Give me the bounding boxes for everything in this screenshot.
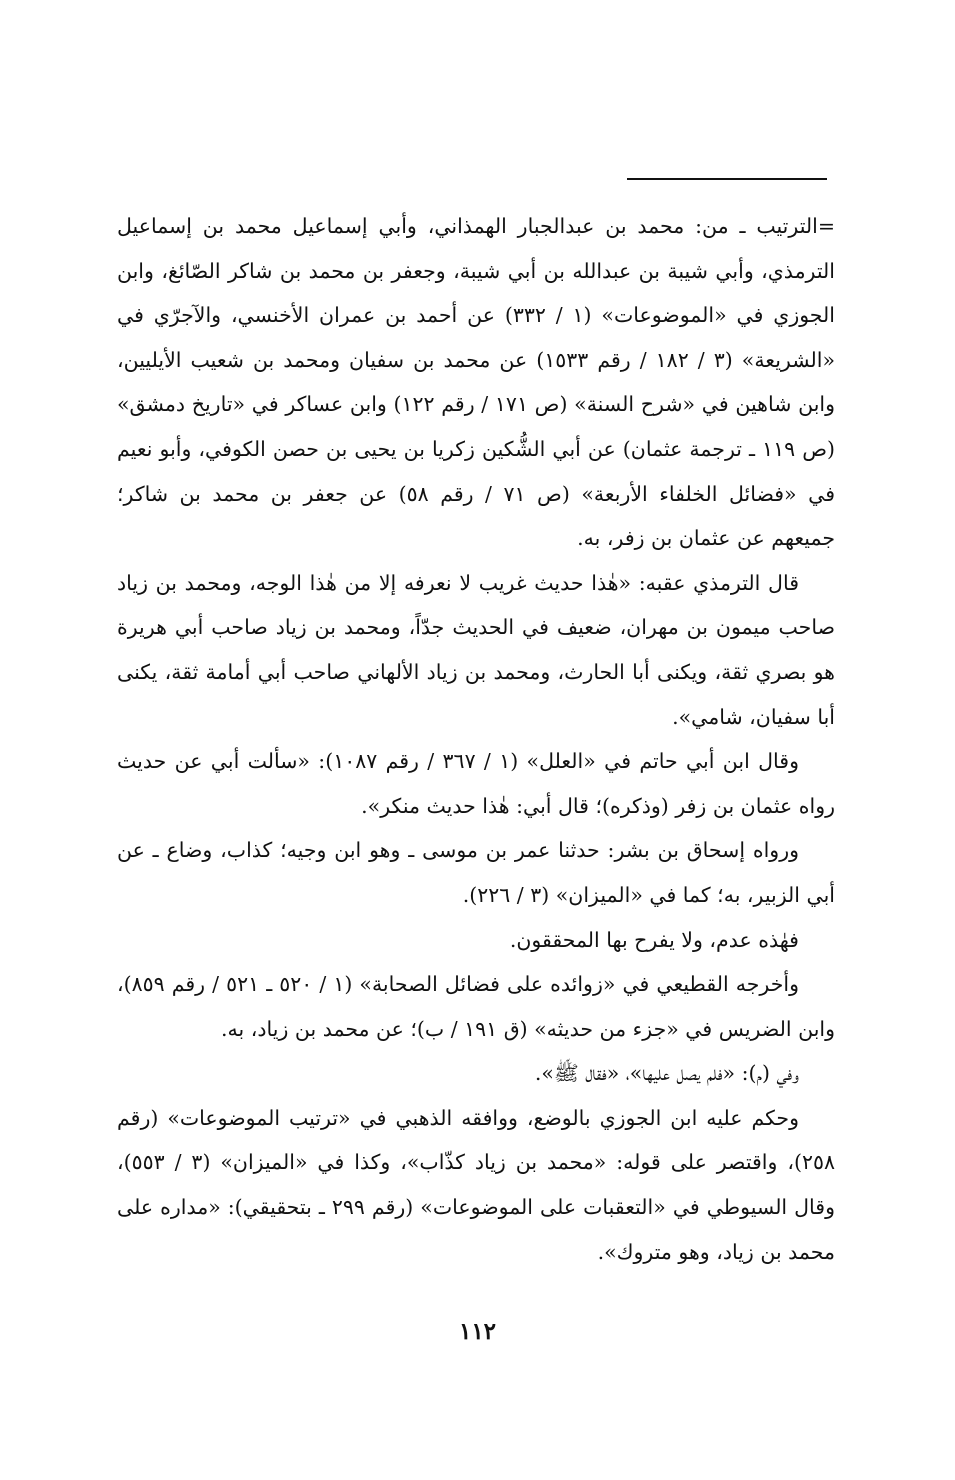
footnote-paragraph-continuation: =الترتيب ـ من: محمد بن عبدالجبار الهمذاني، وأبي إسماعيل محمد بن إسماعيل الترمذي، وأبي شيبة بن عبدالله بن أبي شيبة، وجعفر بن محمد بن شاكر الصّائغ، وابن الجوزي في «الموضوعات» (١ / ٣٣٢) عن أحمد بن عمران الأخنسي، والآجرّي في «الشريعة» (٣ / ١٨٢ / رقم ١٥٣٣) عن محمد بن سفيان ومحمد بن شعيب الأيليين، وابن شاهين في «شرح السنة» (ص ١٧١ / رقم ١٢٢) وابن عساكر في «تاريخ دمشق» (ص ١١٩ ـ ترجمة عثمان) عن أبي الشُّكين زكريا بن يحيى بن حصن الكوفي، وأبو نعيم في «فضائل الخلفاء الأربعة» (ص ٧١ / رقم ٥٨) عن جعفر بن محمد بن شاكر؛ جميعهم عن عثمان بن زفر، به. xyxy=(117,214,835,551)
footnote-separator-rule xyxy=(627,178,827,180)
footnote-paragraph-ishaq-bin-bishr: ورواه إسحاق بن بشر: حدثنا عمر بن موسى ـ وهو ابن وجيه؛ كذاب، وضاع ـ عن أبي الزبير، به؛ كما في «الميزان» (٣ / ٢٢٦). xyxy=(117,838,835,907)
footnote-paragraph-ruling: وحكم عليه ابن الجوزي بالوضع، ووافقه الذهبي في «ترتيب الموضوعات» (رقم ٢٥٨)، واقتصر على قوله: «محمد بن زياد كذّاب»، وكذا في «الميزان» (٣ / ٥٥٣)، وقال السيوطي في «التعقبات على الموضوعات» (رقم ٢٩٩ ـ بتحقيقي): «مداره على محمد بن زياد، وهو متروك». xyxy=(117,1105,835,1264)
footnote-paragraph-manuscript-variant: وفي (م): «فلم يصل عليها»، «فقال ﷺ». xyxy=(534,1061,799,1086)
footnotes-block xyxy=(117,204,835,1274)
footnote-paragraph-ibn-abi-hatim: وقال ابن أبي حاتم في «العلل» (١ / ٣٦٧ / رقم ١٠٨٧): «سألت أبي عن حديث رواه عثمان بن زفر (وذكره)؛ قال أبي: هٰذا حديث منكر». xyxy=(117,749,835,818)
footnote-paragraph-conclusion: فهٰذه عدم، ولا يفرح بها المحققون. xyxy=(509,927,799,952)
footnote-paragraph-qutayi: وأخرجه القطيعي في «زوائده على فضائل الصحابة» (١ / ٥٢٠ ـ ٥٢١ / رقم ٨٥٩)، وابن الضريس في «جزء من حديثه» (ق ١٩١ / ب)؛ عن محمد بن زياد، به. xyxy=(117,972,835,1041)
footnote-paragraph-tirmidhi: قال الترمذي عقبه: «هٰذا حديث غريب لا نعرفه إلا من هٰذا الوجه، ومحمد بن زياد صاحب ميمون بن مهران، ضعيف في الحديث جدّاً، ومحمد بن زياد صاحب أبي هريرة هو بصري ثقة، ويكنى أبا الحارث، ومحمد بن زياد الألهاني صاحب أبي أمامة ثقة، يكنى أبا سفيان، شامي». xyxy=(117,570,835,729)
page-number: ١١٢ xyxy=(458,1318,497,1345)
